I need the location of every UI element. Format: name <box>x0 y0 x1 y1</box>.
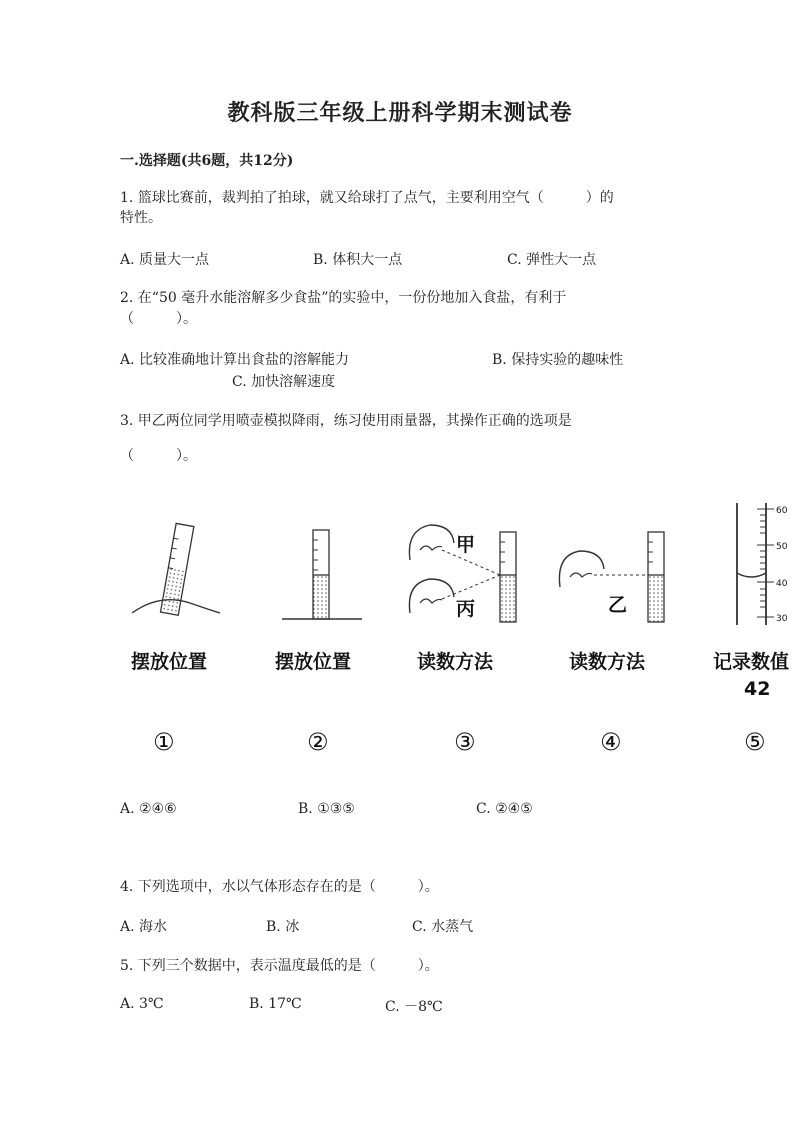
q1-option-b: B. 体积大一点 <box>313 252 403 268</box>
q3-option-c: C. ②④⑤ <box>476 801 533 817</box>
q1-text-line2: 特性。 <box>120 210 162 226</box>
q4-text-line1: 4. 下列选项中，水以气体形态存在的是（ ）。 <box>120 879 439 895</box>
q3-text-line1: 3. 甲乙两位同学用喷壶模拟降雨，练习使用雨量器，其操作正确的选项是 <box>120 413 572 429</box>
gauge-tilted-icon <box>132 523 220 615</box>
section-heading: 一.选择题(共6题，共12分) <box>120 153 294 169</box>
q5-option-c: C. －8℃ <box>385 999 443 1015</box>
figure-number-1: ① <box>153 728 175 756</box>
person-label-yi: 乙 <box>608 594 628 616</box>
q3-option-a: A. ②④⑥ <box>120 801 177 817</box>
q3-option-b: B. ①③⑤ <box>298 801 355 817</box>
q1-option-c: C. 弹性大一点 <box>507 252 597 268</box>
page-title: 教科版三年级上册科学期末测试卷 <box>227 100 573 126</box>
q1-text-line1: 1. 篮球比赛前，裁判拍了拍球，就又给球打了点气，主要利用空气（ ）的 <box>120 190 614 206</box>
q2-text-line1: 2. 在“50 毫升水能溶解多少食盐”的实验中，一份份地加入食盐，有利于 <box>120 290 567 306</box>
scale-tick-50: 50 <box>776 542 788 552</box>
figure-label-4: 读数方法 <box>569 651 646 673</box>
figure-number-4: ④ <box>600 728 622 756</box>
gauge-reading-wrong-icon <box>409 525 516 622</box>
q1-option-a: A. 质量大一点 <box>120 252 210 268</box>
gauge-scale-closeup-icon <box>737 503 788 625</box>
figure-label-3: 读数方法 <box>417 651 494 673</box>
q2-option-a: A. 比较准确地计算出食盐的溶解能力 <box>120 352 350 368</box>
figure-number-2: ② <box>307 728 329 756</box>
q3-text-line2: （ ）。 <box>120 448 197 464</box>
q4-option-c: C. 水蒸气 <box>412 919 474 935</box>
figure-number-5: ⑤ <box>744 728 766 756</box>
q2-option-c: C. 加快溶解速度 <box>232 374 336 390</box>
q4-option-a: A. 海水 <box>120 919 168 935</box>
figure-label-2: 摆放位置 <box>275 651 352 673</box>
figure-label-1: 摆放位置 <box>131 651 208 673</box>
scale-tick-30: 30 <box>776 614 788 624</box>
person-label-jia: 甲 <box>456 534 476 556</box>
figure-label-5: 记录数值 <box>713 651 790 673</box>
q5-text-line1: 5. 下列三个数据中，表示温度最低的是（ ）。 <box>120 958 439 974</box>
q2-text-line2: （ ）。 <box>120 311 197 327</box>
scale-tick-40: 40 <box>776 579 788 589</box>
figure-recorded-value: 42 <box>744 678 771 700</box>
figure-number-3: ③ <box>454 728 476 756</box>
q5-option-b: B. 17℃ <box>249 996 302 1012</box>
person-label-bing: 丙 <box>456 598 476 620</box>
gauge-reading-level-icon <box>559 532 664 622</box>
scale-tick-60: 60 <box>776 506 788 516</box>
q5-option-a: A. 3℃ <box>120 996 164 1012</box>
q4-option-b: B. 冰 <box>266 919 300 935</box>
gauge-upright-icon <box>282 530 362 619</box>
q2-option-b: B. 保持实验的趣味性 <box>492 352 624 368</box>
rain-gauge-figure <box>120 495 800 630</box>
